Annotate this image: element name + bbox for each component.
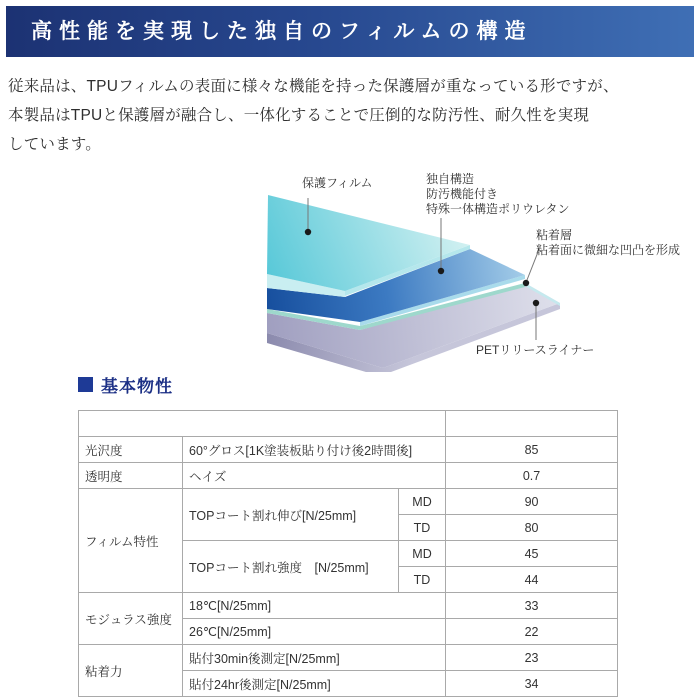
cell-value: 85 <box>446 437 618 463</box>
cell-test: ヘイズ <box>183 463 446 489</box>
cell-property: 光沢度 <box>79 437 183 463</box>
cell-property: 透明度 <box>79 463 183 489</box>
header-empty-cell <box>79 411 446 437</box>
cell-test: TOPコート割れ強度 [N/25mm] <box>183 541 399 593</box>
cell-direction: MD <box>399 489 446 515</box>
cell-value: 34 <box>446 671 618 697</box>
cell-test: TOPコート割れ伸び[N/25mm] <box>183 489 399 541</box>
cell-value: 33 <box>446 593 618 619</box>
label-unique-structure-line1: 独自構造 <box>426 172 475 186</box>
cell-property: フィルム特性 <box>79 489 183 593</box>
banner-title: 高性能を実現した独自のフィルムの構造 <box>31 19 533 43</box>
cell-value: 44 <box>446 567 618 593</box>
cell-value: 0.7 <box>446 463 618 489</box>
section-title: 基本物性 <box>101 377 173 396</box>
table-row <box>79 463 618 489</box>
cell-direction: TD <box>399 515 446 541</box>
cell-value: 22 <box>446 619 618 645</box>
section-banner <box>6 6 694 57</box>
film-structure-diagram <box>230 172 700 372</box>
cell-direction: TD <box>399 567 446 593</box>
cell-test: 貼付30min後測定[N/25mm] <box>183 645 446 671</box>
table-row <box>79 645 618 671</box>
table-row <box>79 489 618 515</box>
label-adhesive <box>536 228 680 258</box>
label-unique-structure <box>426 172 570 217</box>
label-unique-structure-line2: 防汚機能付き <box>426 187 499 201</box>
table-header-row <box>79 411 618 437</box>
label-adhesive-line2: 粘着面に微細な凹凸を形成 <box>536 243 681 257</box>
cell-value: 45 <box>446 541 618 567</box>
label-adhesive-line1: 粘着層 <box>536 228 573 242</box>
intro-paragraph <box>8 72 696 159</box>
cell-test: 貼付24hr後測定[N/25mm] <box>183 671 446 697</box>
intro-line: 本製品はTPUと保護層が融合し、一体化することで圧倒的な防汚性、耐久性を実現 <box>8 107 590 124</box>
section-header <box>78 372 173 397</box>
intro-line: 従来品は、TPUフィルムの表面に様々な機能を持った保護層が重なっている形ですが、 <box>8 78 619 95</box>
cell-direction: MD <box>399 541 446 567</box>
product-header-cell: ECHELON Headlight PPF <box>446 411 618 437</box>
cell-property: モジュラス強度 <box>79 593 183 645</box>
label-unique-structure-line3: 特殊一体構造ポリウレタン <box>426 202 570 216</box>
cell-value: 23 <box>446 645 618 671</box>
cell-test: 26℃[N/25mm] <box>183 619 446 645</box>
cell-property: 粘着力 <box>79 645 183 697</box>
cell-test: 18℃[N/25mm] <box>183 593 446 619</box>
table-row <box>79 437 618 463</box>
table-row <box>79 593 618 619</box>
label-protective-film: 保護フィルム <box>302 176 373 190</box>
basic-properties-table <box>78 410 618 697</box>
cell-value: 80 <box>446 515 618 541</box>
label-pet-liner: PETリリースライナー <box>476 343 595 357</box>
cell-value: 90 <box>446 489 618 515</box>
intro-line: しています。 <box>8 136 101 153</box>
section-square-icon <box>78 377 93 392</box>
cell-test: 60°グロス[1K塗装板貼り付け後2時間後] <box>183 437 446 463</box>
